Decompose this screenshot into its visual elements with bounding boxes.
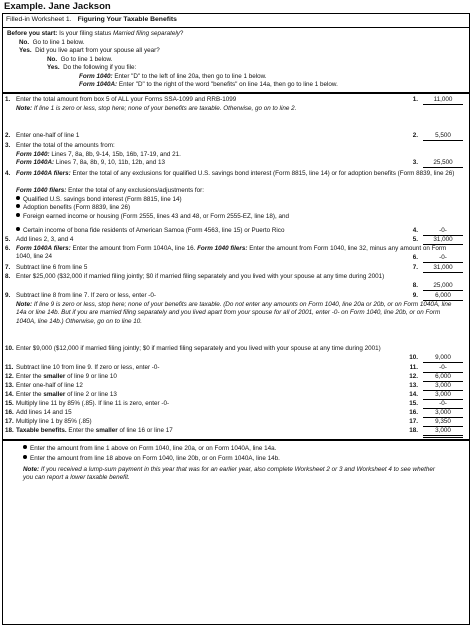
before-label: Before you start: bbox=[7, 30, 58, 37]
bullet-icon bbox=[23, 445, 27, 449]
footer-note: Note: If you received a lump-sum payment in this year that was for an earlier year, also complete Worksheet 2 or 3 and Worksheet 4 to see whether you can report a lower taxable benefit. bbox=[23, 466, 435, 482]
line-8: 8. Enter $25,000 ($32,000 if married filing jointly; $0 if married filing separately and you lived with your spouse at any time during 2001) 8. 25,000 bbox=[3, 273, 469, 291]
footer-bullet-2: Enter the amount from line 18 above on Form 1040, line 20b, or on Form 1040A, line 14b. bbox=[23, 455, 463, 463]
line-4: 4. Form 1040A filers: Enter the total of any exclusions for qualified U.S. savings bond interest (Form 8815, line 14) or for adoption benefits (Form 8839, line 26) Form 1040 filers: Enter the total of any exclusions/adjustments for: Qualified U.S. savings bond interest (Form 8815, line 14) Adoption benefits (Form 8839, line 26) Foreign earned income or housing (Form 2555, lines 43 and 48, or Form 2555-EZ, line 18), and Certain income of bona fide residents of American Samoa (Form 4563, line 15) or Puerto Rico 4. -0- bbox=[3, 170, 469, 236]
example-title: Example. Jane Jackson bbox=[4, 1, 111, 12]
bullet-icon bbox=[16, 227, 20, 231]
bullet-icon bbox=[23, 455, 27, 459]
line-6: 6. Form 1040A filers: Enter the amount from Form 1040A, line 16. Form 1040 filers: Enter the amount from Form 1040, line 32, minus any amount on Form 1040, line 24 6. -0- bbox=[3, 245, 469, 263]
line-18-amount: 3,000 bbox=[423, 427, 463, 438]
line-17-amount: 9,350 bbox=[423, 418, 463, 427]
line-2-amount: 5,500 bbox=[423, 132, 463, 141]
line-15-amount: -0- bbox=[423, 400, 463, 409]
divider bbox=[3, 92, 469, 94]
line-9-amount: 6,000 bbox=[423, 292, 463, 301]
line-16-amount: 3,000 bbox=[423, 409, 463, 418]
line-9: 9. Subtract line 8 from line 7. If zero or less, enter -0- 9. 6,000 Note: If line 9 is zero or less, stop here; none of your benefits are taxable. (Do not enter any amounts on Form 1040, line 20a or 20b, or on Form 1040A, line 14a or line 14b. But if you are married filing separately and you lived apart from your spouse for all of 2001, enter -0- on Form 1040, line 20b, or on Form 1040A, line 14b.) Otherwise, go on to line 10. bbox=[3, 292, 469, 344]
divider bbox=[3, 439, 469, 441]
bullet-icon bbox=[16, 213, 20, 217]
line-10-amount: 9,000 bbox=[423, 354, 463, 363]
line-14-amount: 3,000 bbox=[423, 391, 463, 400]
line-3-amount: 25,500 bbox=[423, 159, 463, 168]
line-12-amount: 6,000 bbox=[423, 373, 463, 382]
bullet-icon bbox=[16, 196, 20, 200]
line-5-amount: 31,000 bbox=[423, 236, 463, 245]
line-11-amount: -0- bbox=[423, 364, 463, 373]
line-8-amount: 25,000 bbox=[423, 282, 463, 291]
line-10: 10. Enter $9,000 ($12,000 if married filing jointly; $0 if married filing separately and you lived with your spouse at any time during 2001) 10. 9,000 bbox=[3, 345, 469, 363]
line-7-amount: 31,000 bbox=[423, 264, 463, 273]
worksheet-box: Filled-in Worksheet 1. Figuring Your Taxable Benefits Before you start: Is your filing status Married filing separately? No. Go to line 1 below. Yes. Did you live apart from your spouse all year? No. Go to line 1 below. Yes. Do the following if you file: Form 1040: Enter "D" to the left of line 20a, then go to line 1 below. Form 1040A: Enter "D" to the right of the word "benefits" on line 14a, then go to line 1 below. 1. Enter the total amount from box 5 of ALL your Forms SSA-1099 and RRB-1099 1. 11,000 Note: If line 1 is zero or less, stop here; none of your benefits are taxable. Otherwise, go on to line 2. 2. Enter one-half of line 1 2. 5,500 3. Enter the total of the amounts from: Form 1040: Lines 7, 8a, 8b, 9-14, 15b, 16b, 17-19, and 21. Form 1040A: Lines 7, 8a, 8b, 9, 10, 11b, 12b, and 13 3. 25,500 4. Form 1040A filers: Enter the total of any exclusions for qualified U.S. savings bond interest (Form 8815, line 14) or for adoption benefits (Form 8839, line 26) Form 1040 filers: Enter the total of any exclusions/adjustments for: Qualified U.S. savings bond interest (Form 8815, line 14) Adoption benefits (Form 8839, line 26) Foreign earned income or housing (Form 2555, lines 43 and 48, or Form 2555-EZ, line 18), and Certain income of bona fide residents of American Samoa (Form 4563, line 15) or Puerto Rico 4. -0- 5. Add lines 2, 3, and 4 5. 31,000 6. Form 1040A filers: Enter the amount from Form 1040A, line 16. Form 1040 filers: Enter the amount from Form 1040, line 32, minus any amount on Form 1040, line 24 6. -0- 7. Subtract line 6 from line 5 7. 31,000 8. Enter $25,000 ($32,000 if married filing jointly; $0 if married filing separately and you lived with your spouse at any time during 2001) 8. 25,000 9. Subtract line 8 from line 7. If zero or less, enter -0- 9. 6,000 Note: If line 9 is zero or less, stop here; none of your benefits are taxable. (Do not enter any amounts on Form 1040, line 20a or 20b, or on Form 1040A, line 14a or line 14b. But if you are married filing separately and you lived apart from your spouse for all of 2001, enter -0- on Form 1040, line 20b, or on Form 1040A, line 14b.) Otherwise, go on to line 10. 10. Enter $9,000 ($12,000 if married filing jointly; $0 if married filing separately and you lived with your spouse at any time during 2001) 10. 9,000 11. Subtract line 10 from line 9. If zero or less, enter -0- 11. -0- 12. Enter the smaller of line 9 or line 10 12. 6,000 13. Enter one-half of line 12 13. 3,000 14. Enter the smaller of line 2 or line 13 14. 3,000 15. Multiply line 11 by 85% (.85). If line 11 is zero, enter -0- 15. -0- 16. Add lines 14 and 15 16. 3,000 17. Multiply line 1 by 85% (.85) 17. 9,350 18. Taxable benefits. Enter the smaller of line 16 or line 17 18. 3,000 Enter the amount from line 1 above on Form 1040, line 20a, or on Form 1040A, line 14a. Enter the amount from line 18 above on Form 1040, line 20b, or on Form 1040A, line 14b. Note: If you received a lump-sum payment in this year that was for an earlier year, also complete Worksheet 2 or 3 and Worksheet 4 to see whether you can report a lower taxable benefit. bbox=[2, 13, 470, 625]
footer-bullet-1: Enter the amount from line 1 above on Form 1040, line 20a, or on Form 1040A, line 14a. bbox=[23, 445, 463, 453]
divider bbox=[3, 27, 469, 28]
line-1-amount: 11,000 bbox=[423, 96, 463, 105]
line-4-amount: -0- bbox=[423, 227, 463, 236]
bullet-icon bbox=[16, 204, 20, 208]
worksheet-label: Filled-in Worksheet 1. bbox=[6, 16, 72, 23]
line-3: 3. Enter the total of the amounts from: Form 1040: Lines 7, 8a, 8b, 9-14, 15b, 16b, 17-19, and 21. Form 1040A: Lines 7, 8a, 8b, 9, 10, 11b, 12b, and 13 3. 25,500 bbox=[3, 142, 469, 168]
line-6-amount: -0- bbox=[423, 254, 463, 263]
line-1: 1. Enter the total amount from box 5 of ALL your Forms SSA-1099 and RRB-1099 1. 11,000 Note: If line 1 is zero or less, stop here; none of your benefits are taxable. Otherwise, go on to line 2. bbox=[3, 96, 469, 126]
worksheet-title bbox=[6, 16, 177, 24]
line-13-amount: 3,000 bbox=[423, 382, 463, 391]
worksheet-heading: Figuring Your Taxable Benefits bbox=[77, 16, 177, 23]
